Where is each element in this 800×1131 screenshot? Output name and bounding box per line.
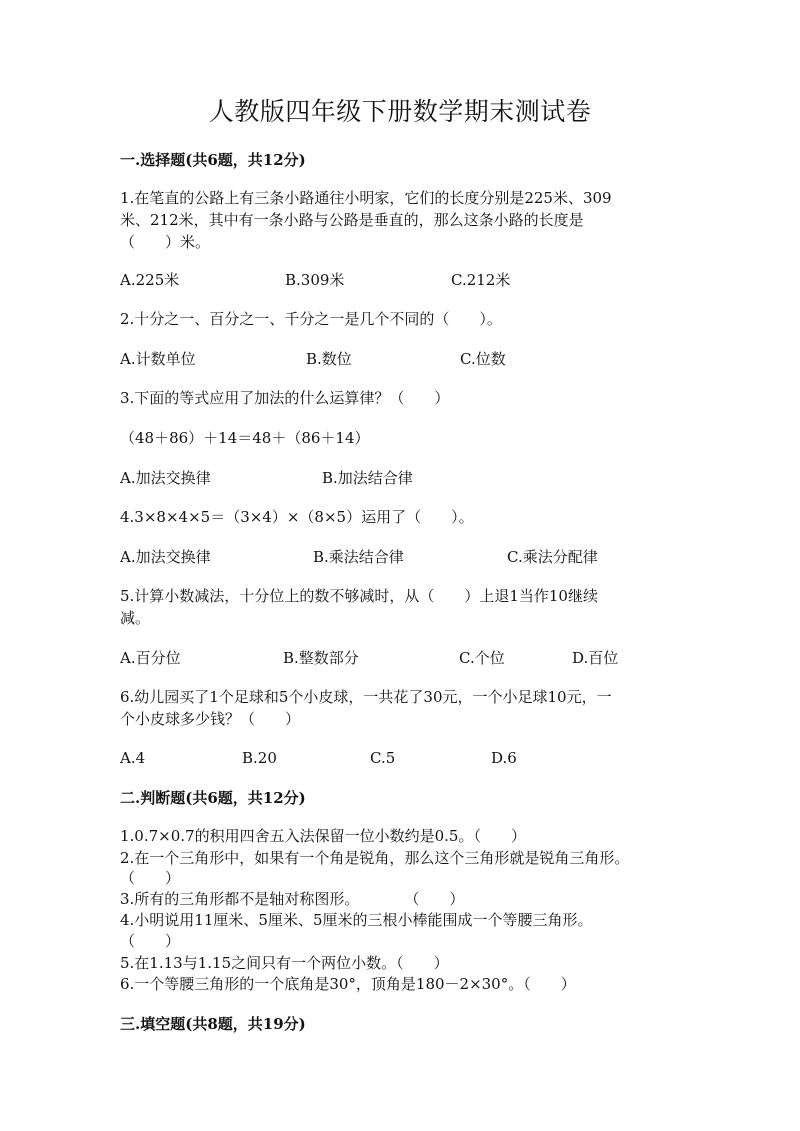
option-c: C.位数 bbox=[460, 350, 506, 368]
question-text: 4.3×8×4×5＝（3×4）×（8×5）运用了（ ）。 bbox=[120, 508, 474, 526]
option-a: A.4 bbox=[120, 749, 146, 767]
judge-item: 1.0.7×0.7的积用四舍五入法保留一位小数约是0.5。（ ） bbox=[120, 827, 526, 845]
option-b: B.乘法结合律 bbox=[313, 548, 404, 566]
judge-item: （ ） bbox=[120, 869, 181, 887]
question-text: 5.计算小数减法，十分位上的数不够减时，从（ ）上退1当作10继续 bbox=[120, 587, 598, 605]
page-title: 人教版四年级下册数学期末测试卷 bbox=[208, 97, 592, 126]
option-b: B.309米 bbox=[285, 271, 345, 289]
option-a: A.225米 bbox=[120, 271, 180, 289]
option-d: D.百位 bbox=[572, 649, 619, 667]
option-a: A.百分位 bbox=[120, 649, 181, 667]
question-text: 3.下面的等式应用了加法的什么运算律？（ ） bbox=[120, 389, 450, 407]
option-a: A.加法交换律 bbox=[120, 548, 211, 566]
judge-item: 4.小明说用11厘米、5厘米、5厘米的三根小棒能围成一个等腰三角形。 bbox=[120, 911, 593, 929]
option-a: A.计数单位 bbox=[120, 350, 196, 368]
option-c: C.212米 bbox=[451, 271, 511, 289]
option-c: C.个位 bbox=[459, 649, 505, 667]
option-b: B.数位 bbox=[306, 350, 352, 368]
option-c: C.5 bbox=[370, 749, 396, 767]
option-b: B.20 bbox=[242, 749, 277, 767]
question-text: 减。 bbox=[120, 609, 151, 627]
question-text: 2.十分之一、百分之一、千分之一是几个不同的（ ）。 bbox=[120, 310, 502, 328]
question-text: 个小皮球多少钱？（ ） bbox=[120, 710, 301, 728]
question-text: 1.在笔直的公路上有三条小路通往小明家，它们的长度分别是225米、309 bbox=[120, 189, 612, 207]
judge-item: 6.一个等腰三角形的一个底角是30°，顶角是180－2×30°。（ ） bbox=[120, 975, 576, 993]
equation: （48＋86）＋14＝48＋（86＋14） bbox=[120, 429, 370, 447]
option-d: D.6 bbox=[491, 749, 517, 767]
option-b: B.加法结合律 bbox=[322, 469, 413, 487]
question-text: 米、212米，其中有一条小路与公路是垂直的，那么这条小路的长度是 bbox=[120, 211, 584, 229]
judge-item: 2.在一个三角形中，如果有一个角是锐角，那么这个三角形就是锐角三角形。 bbox=[120, 849, 630, 867]
section-heading-judge: 二.判断题(共6题，共12分) bbox=[120, 789, 306, 807]
judge-item: （ ） bbox=[120, 932, 181, 950]
option-c: C.乘法分配律 bbox=[507, 548, 598, 566]
question-text: 6.幼儿园买了1个足球和5个小皮球，一共花了30元，一个小足球10元，一 bbox=[120, 688, 612, 706]
question-text: （ ）米。 bbox=[120, 233, 211, 251]
judge-item: 3.所有的三角形都不是轴对称图形。 （ ） bbox=[120, 890, 465, 908]
option-b: B.整数部分 bbox=[283, 649, 359, 667]
section-heading-fill: 三.填空题(共8题，共19分) bbox=[120, 1015, 306, 1033]
section-heading-choice: 一.选择题(共6题，共12分) bbox=[120, 151, 306, 169]
judge-item: 5.在1.13与1.15之间只有一个两位小数。（ ） bbox=[120, 954, 449, 972]
option-a: A.加法交换律 bbox=[120, 469, 211, 487]
